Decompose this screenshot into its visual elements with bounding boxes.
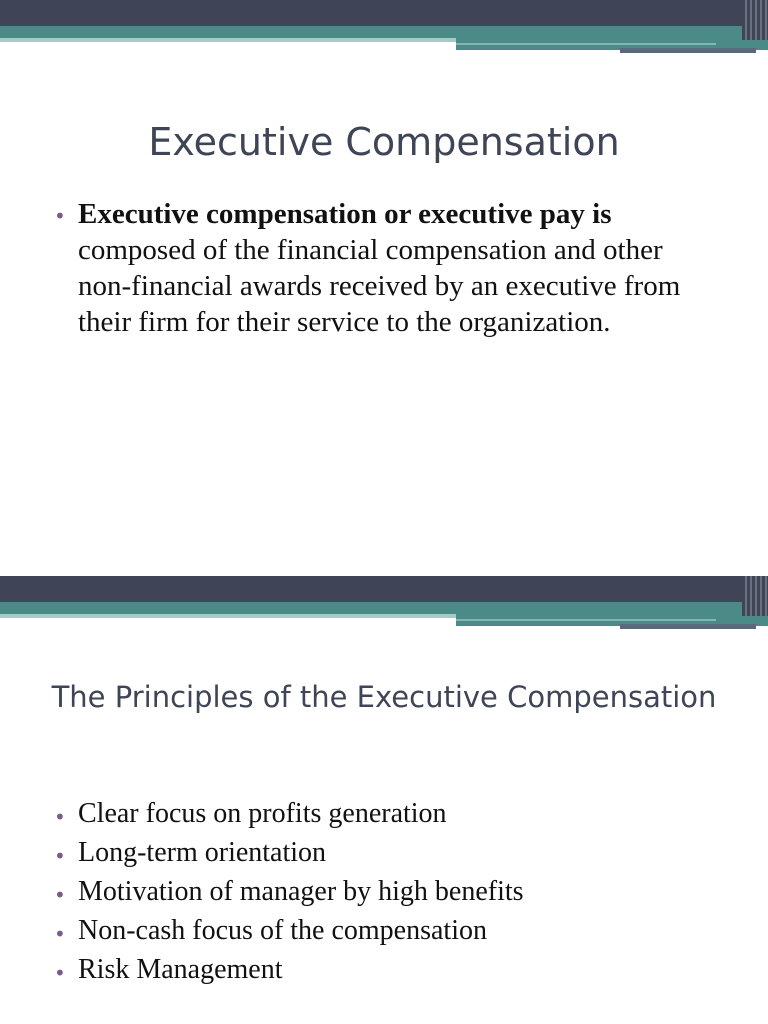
bullet-list: [54, 196, 714, 340]
bullet-item: [54, 833, 714, 872]
bullet-text: Long-term orientation: [78, 837, 327, 868]
bullet-icon: •: [54, 883, 66, 907]
bullet-text: Non-cash focus of the compensation: [78, 915, 487, 946]
slide-title: Executive Compensation: [148, 120, 620, 164]
bullet-item: [54, 911, 714, 950]
bullet-text: Motivation of manager by high benefits: [78, 876, 524, 907]
bullet-list: [54, 794, 714, 989]
bullet-item: [54, 872, 714, 911]
bullet-icon: •: [54, 961, 66, 985]
bullet-icon: •: [54, 204, 66, 228]
bullet-item: [54, 950, 714, 989]
bullet-item: [54, 196, 714, 340]
header-band: [0, 0, 768, 56]
bullet-text: Risk Management: [78, 954, 283, 985]
bullet-icon: •: [54, 805, 66, 829]
bullet-text: Clear focus on profits generation: [78, 798, 447, 829]
slide-principles: [0, 576, 768, 1024]
bullet-item: [54, 794, 714, 833]
bullet-icon: •: [54, 922, 66, 946]
bullet-bold-text: Executive compensation or executive pay is: [78, 198, 612, 230]
header-band: [0, 576, 768, 632]
slide-title: The Principles of the Executive Compensation: [51, 680, 717, 714]
bullet-text: composed of the financial compensation and other non-financial awards received by an executive from their firm for their service to the organization.: [78, 234, 681, 338]
bullet-icon: •: [54, 844, 66, 868]
